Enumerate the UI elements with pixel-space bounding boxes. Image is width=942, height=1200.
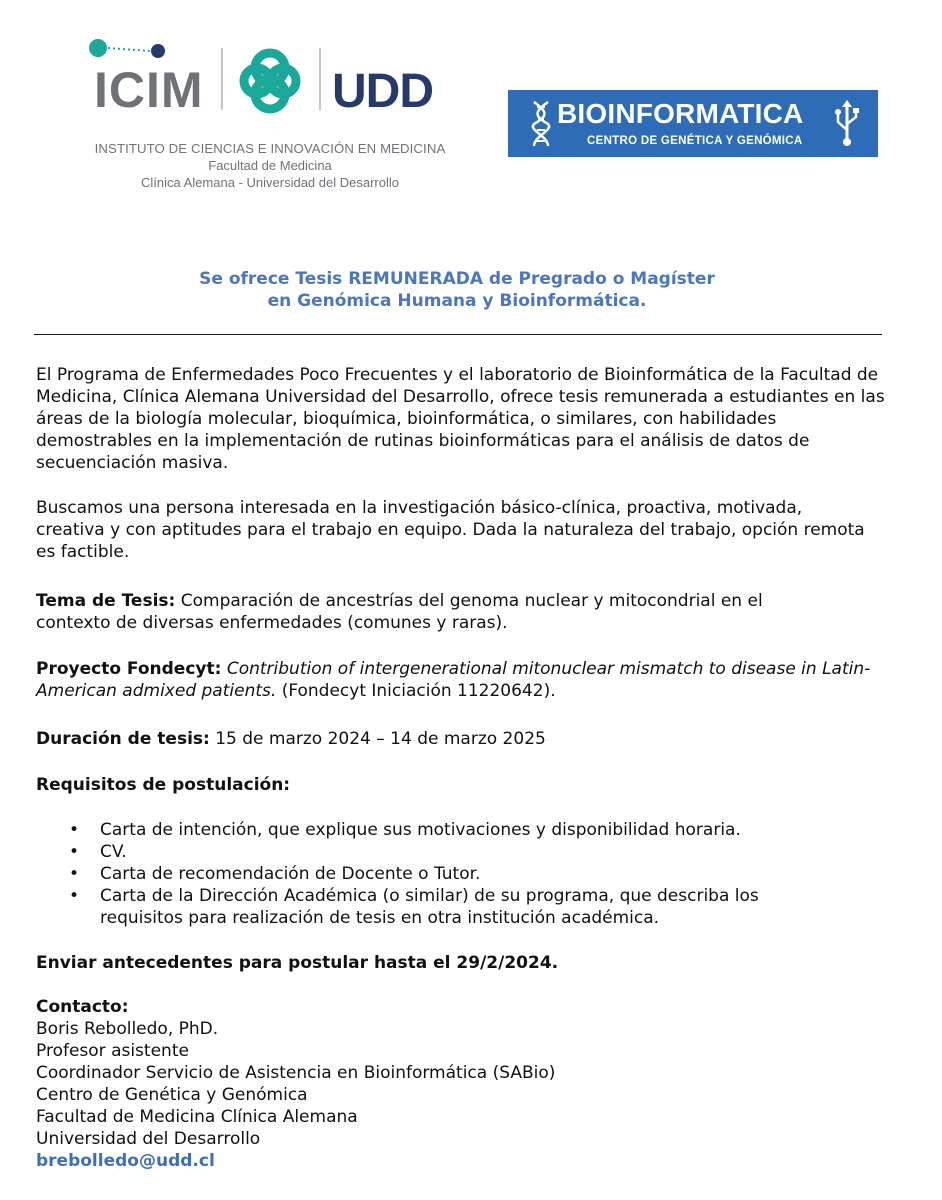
thesis-topic-label: Tema de Tesis: — [36, 591, 176, 611]
bioinformatica-title: BIOINFORMATICA — [557, 98, 804, 129]
project-code: (Fondecyt Iniciación 11220642). — [281, 681, 556, 701]
knot-icon — [244, 53, 296, 109]
list-item — [36, 863, 896, 885]
svg-text:ICIM: ICIM — [94, 62, 204, 116]
thesis-topic — [36, 590, 836, 634]
icim-udd-logo — [88, 38, 438, 116]
icim-subtitle-line3: Clínica Alemana - Universidad del Desarrollo — [141, 175, 399, 190]
list-item — [36, 819, 896, 841]
icim-subtitle-line2: Facultad de Medicina — [208, 158, 332, 173]
duration-label: Duración de tesis: — [36, 729, 210, 749]
bullet-icon: • — [69, 820, 80, 840]
contact-email-link[interactable]: brebolledo@udd.cl — [36, 1151, 215, 1171]
intro-paragraph-1: El Programa de Enfermedades Poco Frecuentes y el laboratorio de Bioinformática de la Facultad de Medicina, Clínica Alemana Universidad del Desarrollo, ofrece tesis remunerada a estudiantes en las áreas de la biología molecular, bioquímica, bioinformática, o similares, con habilidades demostrables en la implementación de rutinas bioinformáticas para el análisis de datos de secuenciación masiva. — [36, 365, 885, 473]
requirement-text: Carta de recomendación de Docente o Tutor. — [100, 864, 481, 884]
contact-line: Universidad del Desarrollo — [36, 1129, 261, 1149]
page-title-line1: Se ofrece Tesis REMUNERADA de Pregrado o Magíster — [199, 269, 715, 289]
title-divider — [34, 334, 882, 335]
duration-text: 15 de marzo 2024 – 14 de marzo 2025 — [215, 729, 546, 749]
thesis-duration — [36, 728, 896, 750]
requirement-text: Carta de intención, que explique sus motivaciones y disponibilidad horaria. — [100, 820, 741, 840]
list-item — [36, 885, 800, 929]
usb-icon — [834, 100, 860, 146]
contact-heading: Contacto: — [36, 997, 129, 1017]
requirements-list — [36, 819, 896, 929]
page-title-line2: en Genómica Humana y Bioinformática. — [267, 291, 647, 311]
bullet-icon: • — [69, 864, 80, 884]
intro-paragraph-2: Buscamos una persona interesada en la investigación básico-clínica, proactiva, motivada, creativa y con aptitudes para el trabajo en equipo. Dada la naturaleza del trabajo, opción remota es factible. — [36, 498, 865, 562]
fondecyt-project — [36, 658, 886, 702]
thesis-topic-text: Comparación de ancestrías del genoma nuclear y mitocondrial en el contexto de diversas enfermedades (comunes y raras). — [36, 591, 763, 633]
bullet-icon: • — [69, 842, 80, 862]
project-label: Proyecto Fondecyt: — [36, 659, 222, 679]
contact-line: Coordinador Servicio de Asistencia en Bioinformática (SABio) — [36, 1063, 556, 1083]
requirements-heading: Requisitos de postulación: — [36, 775, 291, 795]
icim-subtitle — [80, 140, 460, 191]
bullet-icon: • — [69, 886, 80, 906]
svg-text:UDD: UDD — [332, 65, 433, 116]
contact-line: Boris Rebolledo, PhD. — [36, 1019, 219, 1039]
project-title: Contribution of intergenerational mitonuclear mismatch to disease in Latin-American admixed patients. — [36, 659, 871, 701]
contact-block — [36, 996, 896, 1172]
requirement-text: CV. — [100, 842, 127, 862]
list-item — [36, 841, 896, 863]
icim-subtitle-line1: INSTITUTO DE CIENCIAS E INNOVACIÓN EN MEDICINA — [94, 141, 446, 156]
requirement-text: Carta de la Dirección Académica (o similar) de su programa, que describa los requisitos para realización de tesis en otra institución académica. — [100, 886, 759, 928]
bioinformatica-subtitle: CENTRO DE GENÉTICA Y GENÓMICA — [587, 135, 803, 147]
contact-line: Facultad de Medicina Clínica Alemana — [36, 1107, 358, 1127]
application-deadline: Enviar antecedentes para postular hasta el 29/2/2024. — [36, 953, 559, 973]
dna-icon — [530, 100, 552, 148]
contact-line: Profesor asistente — [36, 1041, 189, 1061]
contact-line: Centro de Genética y Genómica — [36, 1085, 308, 1105]
page-title — [0, 268, 914, 312]
